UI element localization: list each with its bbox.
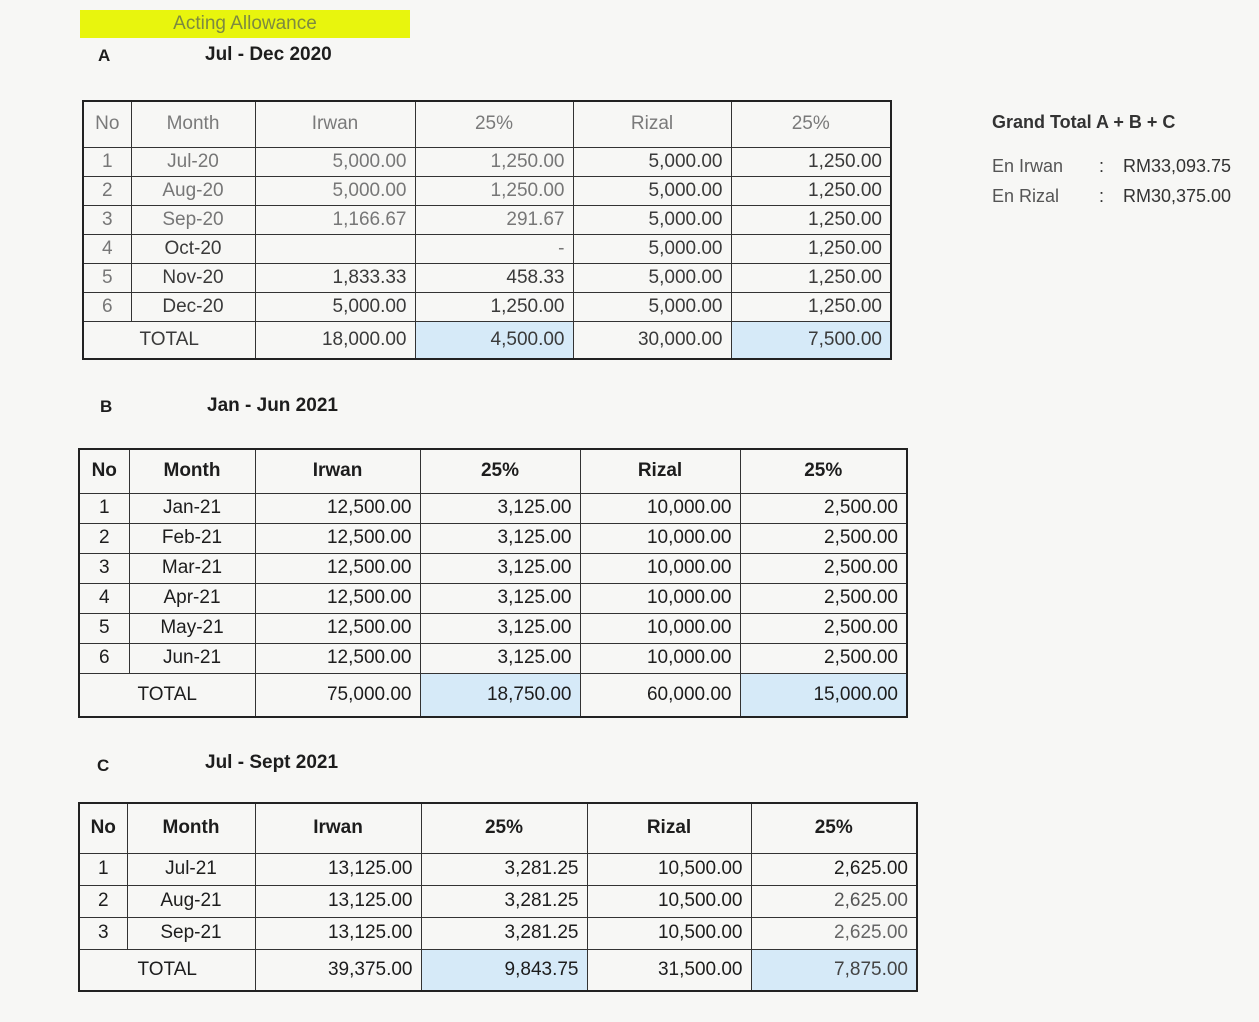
- table-row: [79, 583, 907, 613]
- cell-rizal-25pct: 1,250.00: [731, 263, 891, 292]
- grand-total-value: RM30,375.00: [1123, 185, 1232, 206]
- cell-no: 1: [79, 493, 129, 523]
- table-row: [83, 205, 891, 234]
- total-rizal-25pct: 7,875.00: [751, 949, 917, 991]
- cell-irwan-25pct: 1,250.00: [415, 292, 573, 321]
- total-irwan-25pct: 4,500.00: [415, 321, 573, 359]
- cell-no: 1: [83, 147, 131, 176]
- total-rizal: 31,500.00: [587, 949, 751, 991]
- cell-rizal: 10,000.00: [580, 613, 740, 643]
- cell-rizal-25pct: 2,500.00: [740, 523, 907, 553]
- header-rizal-25pct: 25%: [740, 449, 907, 493]
- header-no: No: [83, 101, 131, 147]
- cell-irwan-25pct: -: [415, 234, 573, 263]
- grand-total-panel: [992, 112, 1231, 211]
- total-row: [79, 673, 907, 717]
- total-label: TOTAL: [79, 949, 255, 991]
- cell-irwan: 12,500.00: [255, 583, 420, 613]
- cell-irwan: 13,125.00: [255, 917, 421, 949]
- table-row: [79, 553, 907, 583]
- header-rizal-25pct: 25%: [731, 101, 891, 147]
- cell-rizal-25pct: 1,250.00: [731, 176, 891, 205]
- table-row: [79, 523, 907, 553]
- total-rizal-25pct: 15,000.00: [740, 673, 907, 717]
- cell-month: Aug-20: [131, 176, 255, 205]
- cell-no: 5: [83, 263, 131, 292]
- cell-irwan-25pct: 3,281.25: [421, 917, 587, 949]
- cell-rizal-25pct: 2,500.00: [740, 613, 907, 643]
- cell-rizal: 5,000.00: [573, 176, 731, 205]
- cell-month: Nov-20: [131, 263, 255, 292]
- cell-rizal: 10,500.00: [587, 885, 751, 917]
- header-month: Month: [127, 803, 255, 853]
- cell-irwan: [255, 234, 415, 263]
- cell-month: Oct-20: [131, 234, 255, 263]
- cell-no: 2: [79, 523, 129, 553]
- section-c-period: Jul - Sept 2021: [205, 752, 339, 773]
- cell-rizal: 10,000.00: [580, 643, 740, 673]
- cell-no: 1: [79, 853, 127, 885]
- cell-rizal: 10,000.00: [580, 523, 740, 553]
- cell-month: Dec-20: [131, 292, 255, 321]
- header-rizal: Rizal: [587, 803, 751, 853]
- cell-no: 4: [79, 583, 129, 613]
- cell-irwan-25pct: 1,250.00: [415, 176, 573, 205]
- header-irwan: Irwan: [255, 101, 415, 147]
- cell-month: Sep-21: [127, 917, 255, 949]
- header-month: Month: [131, 101, 255, 147]
- total-irwan: 39,375.00: [255, 949, 421, 991]
- grand-total-sep: :: [1099, 155, 1105, 176]
- table-row: [83, 234, 891, 263]
- cell-rizal: 5,000.00: [573, 234, 731, 263]
- cell-irwan-25pct: 1,250.00: [415, 147, 573, 176]
- total-irwan-25pct: 18,750.00: [420, 673, 580, 717]
- table-row: [79, 643, 907, 673]
- cell-irwan-25pct: 3,125.00: [420, 613, 580, 643]
- header-irwan: Irwan: [255, 803, 421, 853]
- allowance-table-a: [82, 100, 892, 360]
- cell-irwan-25pct: 3,125.00: [420, 643, 580, 673]
- cell-month: May-21: [129, 613, 255, 643]
- cell-rizal-25pct: 2,500.00: [740, 493, 907, 523]
- cell-irwan: 1,166.67: [255, 205, 415, 234]
- table-row: [79, 613, 907, 643]
- header-irwan-25pct: 25%: [420, 449, 580, 493]
- cell-rizal: 5,000.00: [573, 292, 731, 321]
- cell-month: Jul-20: [131, 147, 255, 176]
- header-no: No: [79, 803, 127, 853]
- total-irwan: 75,000.00: [255, 673, 420, 717]
- cell-irwan-25pct: 3,281.25: [421, 885, 587, 917]
- document-title: Acting Allowance: [80, 10, 410, 38]
- cell-irwan-25pct: 458.33: [415, 263, 573, 292]
- table-row: [79, 493, 907, 523]
- cell-no: 2: [79, 885, 127, 917]
- cell-rizal-25pct: 2,625.00: [751, 917, 917, 949]
- cell-month: Aug-21: [127, 885, 255, 917]
- cell-no: 3: [79, 553, 129, 583]
- total-label: TOTAL: [83, 321, 255, 359]
- cell-rizal: 10,500.00: [587, 917, 751, 949]
- cell-irwan-25pct: 3,125.00: [420, 523, 580, 553]
- section-b-period: Jan - Jun 2021: [207, 395, 338, 416]
- header-irwan-25pct: 25%: [421, 803, 587, 853]
- cell-no: 3: [83, 205, 131, 234]
- cell-rizal: 5,000.00: [573, 205, 731, 234]
- allowance-table-b: [78, 448, 908, 718]
- cell-rizal-25pct: 1,250.00: [731, 292, 891, 321]
- cell-irwan: 5,000.00: [255, 292, 415, 321]
- cell-rizal-25pct: 1,250.00: [731, 147, 891, 176]
- cell-rizal: 10,000.00: [580, 583, 740, 613]
- total-rizal-25pct: 7,500.00: [731, 321, 891, 359]
- cell-rizal-25pct: 2,625.00: [751, 885, 917, 917]
- table-row: [83, 263, 891, 292]
- section-c-letter: C: [97, 756, 110, 775]
- cell-rizal: 5,000.00: [573, 147, 731, 176]
- cell-irwan: 12,500.00: [255, 553, 420, 583]
- section-b-letter: B: [100, 397, 113, 416]
- grand-total-name: En Rizal: [992, 185, 1060, 206]
- header-month: Month: [129, 449, 255, 493]
- grand-total-row-irwan: [992, 151, 1231, 181]
- header-irwan: Irwan: [255, 449, 420, 493]
- grand-total-sep: :: [1099, 185, 1105, 206]
- section-a-letter: A: [98, 46, 111, 65]
- cell-irwan-25pct: 3,125.00: [420, 493, 580, 523]
- cell-rizal: 10,500.00: [587, 853, 751, 885]
- cell-month: Apr-21: [129, 583, 255, 613]
- total-row: [83, 321, 891, 359]
- allowance-table-c: [78, 802, 918, 992]
- cell-irwan: 12,500.00: [255, 523, 420, 553]
- cell-month: Feb-21: [129, 523, 255, 553]
- grand-total-row-rizal: [992, 181, 1231, 211]
- cell-no: 2: [83, 176, 131, 205]
- cell-irwan: 13,125.00: [255, 885, 421, 917]
- header-rizal: Rizal: [580, 449, 740, 493]
- cell-rizal-25pct: 2,500.00: [740, 643, 907, 673]
- cell-rizal-25pct: 2,500.00: [740, 553, 907, 583]
- cell-month: Jan-21: [129, 493, 255, 523]
- cell-rizal: 10,000.00: [580, 553, 740, 583]
- total-label: TOTAL: [79, 673, 255, 717]
- cell-no: 3: [79, 917, 127, 949]
- table-row: [83, 176, 891, 205]
- cell-month: Mar-21: [129, 553, 255, 583]
- total-irwan: 18,000.00: [255, 321, 415, 359]
- cell-irwan-25pct: 291.67: [415, 205, 573, 234]
- cell-irwan: 5,000.00: [255, 176, 415, 205]
- cell-month: Sep-20: [131, 205, 255, 234]
- table-row: [83, 147, 891, 176]
- cell-irwan: 12,500.00: [255, 613, 420, 643]
- header-rizal: Rizal: [573, 101, 731, 147]
- cell-irwan: 12,500.00: [255, 643, 420, 673]
- total-irwan-25pct: 9,843.75: [421, 949, 587, 991]
- table-row: [79, 917, 917, 949]
- cell-rizal-25pct: 1,250.00: [731, 205, 891, 234]
- total-rizal: 30,000.00: [573, 321, 731, 359]
- cell-irwan: 1,833.33: [255, 263, 415, 292]
- header-no: No: [79, 449, 129, 493]
- cell-month: Jun-21: [129, 643, 255, 673]
- section-a-period: Jul - Dec 2020: [205, 44, 332, 65]
- grand-total-name: En Irwan: [992, 155, 1064, 176]
- header-irwan-25pct: 25%: [415, 101, 573, 147]
- cell-rizal: 10,000.00: [580, 493, 740, 523]
- cell-rizal: 5,000.00: [573, 263, 731, 292]
- cell-month: Jul-21: [127, 853, 255, 885]
- cell-irwan: 5,000.00: [255, 147, 415, 176]
- grand-total-title: Grand Total A + B + C: [992, 112, 1176, 132]
- cell-rizal-25pct: 2,500.00: [740, 583, 907, 613]
- cell-irwan: 13,125.00: [255, 853, 421, 885]
- table-row: [79, 885, 917, 917]
- cell-irwan-25pct: 3,281.25: [421, 853, 587, 885]
- cell-irwan-25pct: 3,125.00: [420, 553, 580, 583]
- cell-irwan-25pct: 3,125.00: [420, 583, 580, 613]
- cell-no: 6: [83, 292, 131, 321]
- cell-rizal-25pct: 2,625.00: [751, 853, 917, 885]
- table-row: [83, 292, 891, 321]
- grand-total-value: RM33,093.75: [1123, 155, 1232, 176]
- header-rizal-25pct: 25%: [751, 803, 917, 853]
- cell-irwan: 12,500.00: [255, 493, 420, 523]
- cell-no: 4: [83, 234, 131, 263]
- cell-rizal-25pct: 1,250.00: [731, 234, 891, 263]
- cell-no: 6: [79, 643, 129, 673]
- total-rizal: 60,000.00: [580, 673, 740, 717]
- table-row: [79, 853, 917, 885]
- cell-no: 5: [79, 613, 129, 643]
- total-row: [79, 949, 917, 991]
